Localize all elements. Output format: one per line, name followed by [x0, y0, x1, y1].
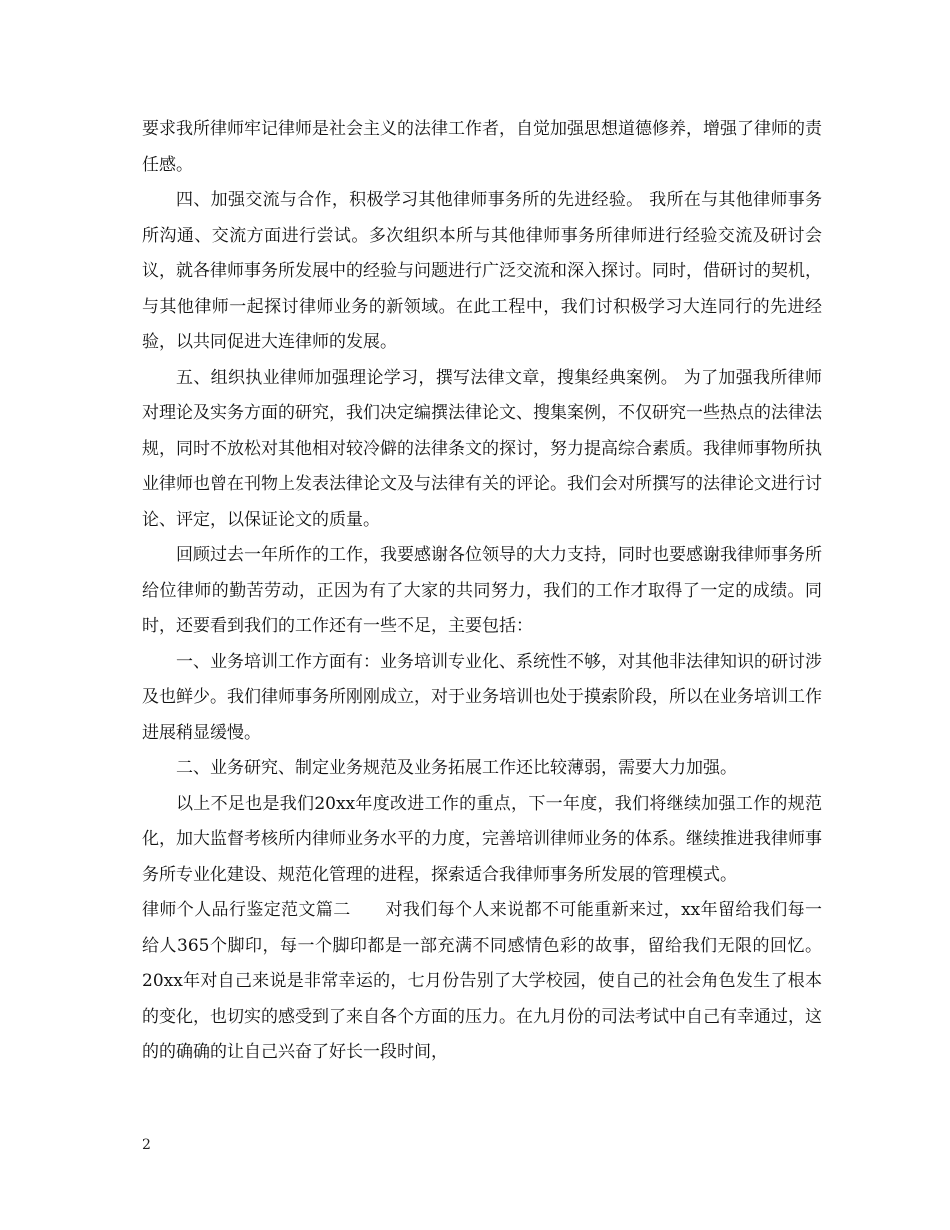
paragraph-2: 四、加强交流与合作，积极学习其他律师事务所的先进经验。 我所在与其他律师事务所沟通、交流方面进行尝试。多次组织本所与其他律师事务所律师进行经验交流及研讨会议，就各律师事务所发展中的经验与问题进行广泛交流和深入探讨。同时，借研讨的契机，与其他律师一起探讨律师业务的新领域。在此工程中，我们讨积极学习大连同行的先进经验，以共同促进大连律师的发展。	[142, 190, 822, 352]
document-body	[142, 112, 822, 1071]
paragraph-3: 五、组织执业律师加强理论学习，撰写法律文章，搜集经典案例。 为了加强我所律师对理论及实务方面的研究，我们决定编撰法律论文、搜集案例，不仅研究一些热点的法律法规，同时不放松对其他相对较冷僻的法律条文的探讨，努力提高综合素质。我律师事物所执业律师也曾在刊物上发表法律论文及与法律有关的评论。我们会对所撰写的法律论文进行讨论、评定，以保证论文的质量。	[142, 367, 822, 530]
paragraph-6: 二、业务研究、制定业务规范及业务拓展工作还比较薄弱，需要大力加强。	[176, 758, 737, 778]
paragraph-7: 以上不足也是我们20xx年度改进工作的重点，下一年度，我们将继续加强工作的规范化，加大监督考核所内律师业务水平的力度，完善培训律师业务的体系。继续推进我律师事务所专业化建设、规范化管理的进程，探索适合我律师事务所发展的管理模式。	[142, 793, 822, 885]
paragraph-8: 律师个人品行鉴定范文篇二 对我们每个人来说都不可能重新来过，xx年留给我们每一给人365个脚印，每一个脚印都是一部充满不同感情色彩的故事，留给我们无限的回忆。20xx年对自己来说是非常幸运的，七月份告别了大学校园，使自己的社会角色发生了根本的变化，也切实的感受到了来自各个方面的压力。在九月份的司法考试中自己有幸通过，这的的确确的让自己兴奋了好长一段时间，	[142, 900, 822, 1062]
paragraph-1: 要求我所律师牢记律师是社会主义的法律工作者，自觉加强思想道德修养，增强了律师的责任感。	[142, 119, 822, 175]
page-number: 2	[142, 1137, 151, 1153]
paragraph-5: 一、业务培训工作方面有：业务培训专业化、系统性不够，对其他非法律知识的研讨涉及也鲜少。我们律师事务所刚刚成立，对于业务培训也处于摸索阶段，所以在业务培训工作进展稍显缓慢。	[142, 651, 822, 743]
paragraph-4: 回顾过去一年所作的工作，我要感谢各位领导的大力支持，同时也要感谢我律师事务所给位律师的勤苦劳动，正因为有了大家的共同努力，我们的工作才取得了一定的成绩。同时，还要看到我们的工作还有一些不足，主要包括：	[142, 545, 822, 636]
